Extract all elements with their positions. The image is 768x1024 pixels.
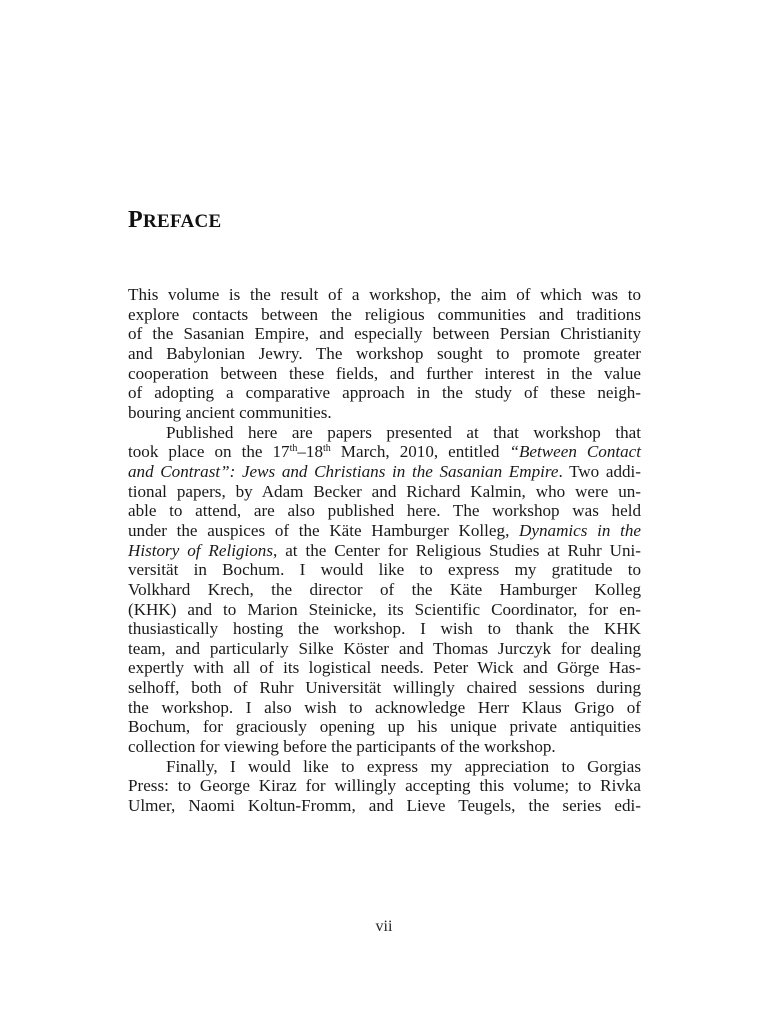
text-run: –18 <box>297 442 323 462</box>
text-line: able to attend, are also published here. The workshop was held <box>128 501 641 521</box>
italic-title: Dynamics in the <box>519 520 641 540</box>
text-line: tional papers, by Adam Becker and Richard Kalmin, who were un- <box>128 481 641 501</box>
italic-title: History of Religions <box>128 540 273 560</box>
text-line <box>128 462 641 482</box>
italic-title: “Between Contact <box>509 442 641 462</box>
page-number: vii <box>375 918 393 935</box>
title-initial: P <box>128 207 143 233</box>
text-line: Volkhard Krech, the director of the Käte Hamburger Kolleg <box>128 579 641 599</box>
text-line: (KHK) and to Marion Steinicke, its Scientific Coordinator, for en- <box>128 599 641 619</box>
text-line: the workshop. I also wish to acknowledge Herr Klaus Grigo of <box>128 697 641 717</box>
text-line: cooperation between these fields, and further interest in the value <box>128 363 641 383</box>
ordinal-suffix: th <box>323 443 331 455</box>
preface-body <box>128 285 641 816</box>
text-line: Published here are papers presented at that workshop that <box>166 422 641 442</box>
text-line <box>128 541 641 561</box>
text-line: Bochum, for graciously opening up his unique private antiquities <box>128 717 641 737</box>
text-line: Finally, I would like to express my appreciation to Gorgias <box>166 756 641 776</box>
text-line: versität in Bochum. I would like to express my gratitude to <box>128 560 641 580</box>
italic-title: and Contrast”: Jews and Christians in the Sasanian Empire <box>128 461 559 481</box>
text-line: team, and particularly Silke Köster and Thomas Jurczyk for dealing <box>128 638 641 658</box>
text-line: collection for viewing before the participants of the workshop. <box>128 737 556 757</box>
text-run: under the auspices of the Käte Hamburger Kolleg, <box>128 520 520 540</box>
text-line: of the Sasanian Empire, and especially between Persian Christianity <box>128 324 641 344</box>
text-line: explore contacts between the religious communities and traditions <box>128 304 641 324</box>
text-line: thusiastically hosting the workshop. I wish to thank the KHK <box>128 619 641 639</box>
text-line: selhoff, both of Ruhr Universität willingly chaired sessions during <box>128 678 641 698</box>
text-run: took place on the 17 <box>128 442 290 462</box>
text-line: This volume is the result of a workshop, the aim of which was to <box>128 285 641 304</box>
text-line: and Babylonian Jewry. The workshop sought to promote greater <box>128 343 641 363</box>
text-line <box>128 521 641 541</box>
text-line: Ulmer, Naomi Koltun-Fromm, and Lieve Teugels, the series edi- <box>128 796 641 816</box>
text-run: . Two addi- <box>558 461 641 481</box>
text-line: bouring ancient communities. <box>128 402 332 422</box>
text-line: of adopting a comparative approach in the study of these neigh- <box>128 383 641 403</box>
title-small-caps: REFACE <box>142 211 222 232</box>
page-title <box>128 208 221 232</box>
text-line: expertly with all of its logistical needs. Peter Wick and Görge Has- <box>128 658 641 678</box>
text-run: , at the Center for Religious Studies at Ruhr Uni- <box>273 540 641 560</box>
ordinal-suffix: th <box>289 443 298 455</box>
text-line <box>128 442 641 462</box>
text-line: Press: to George Kiraz for willingly accepting this volume; to Rivka <box>128 776 641 796</box>
text-run: March, 2010, entitled <box>330 442 510 462</box>
